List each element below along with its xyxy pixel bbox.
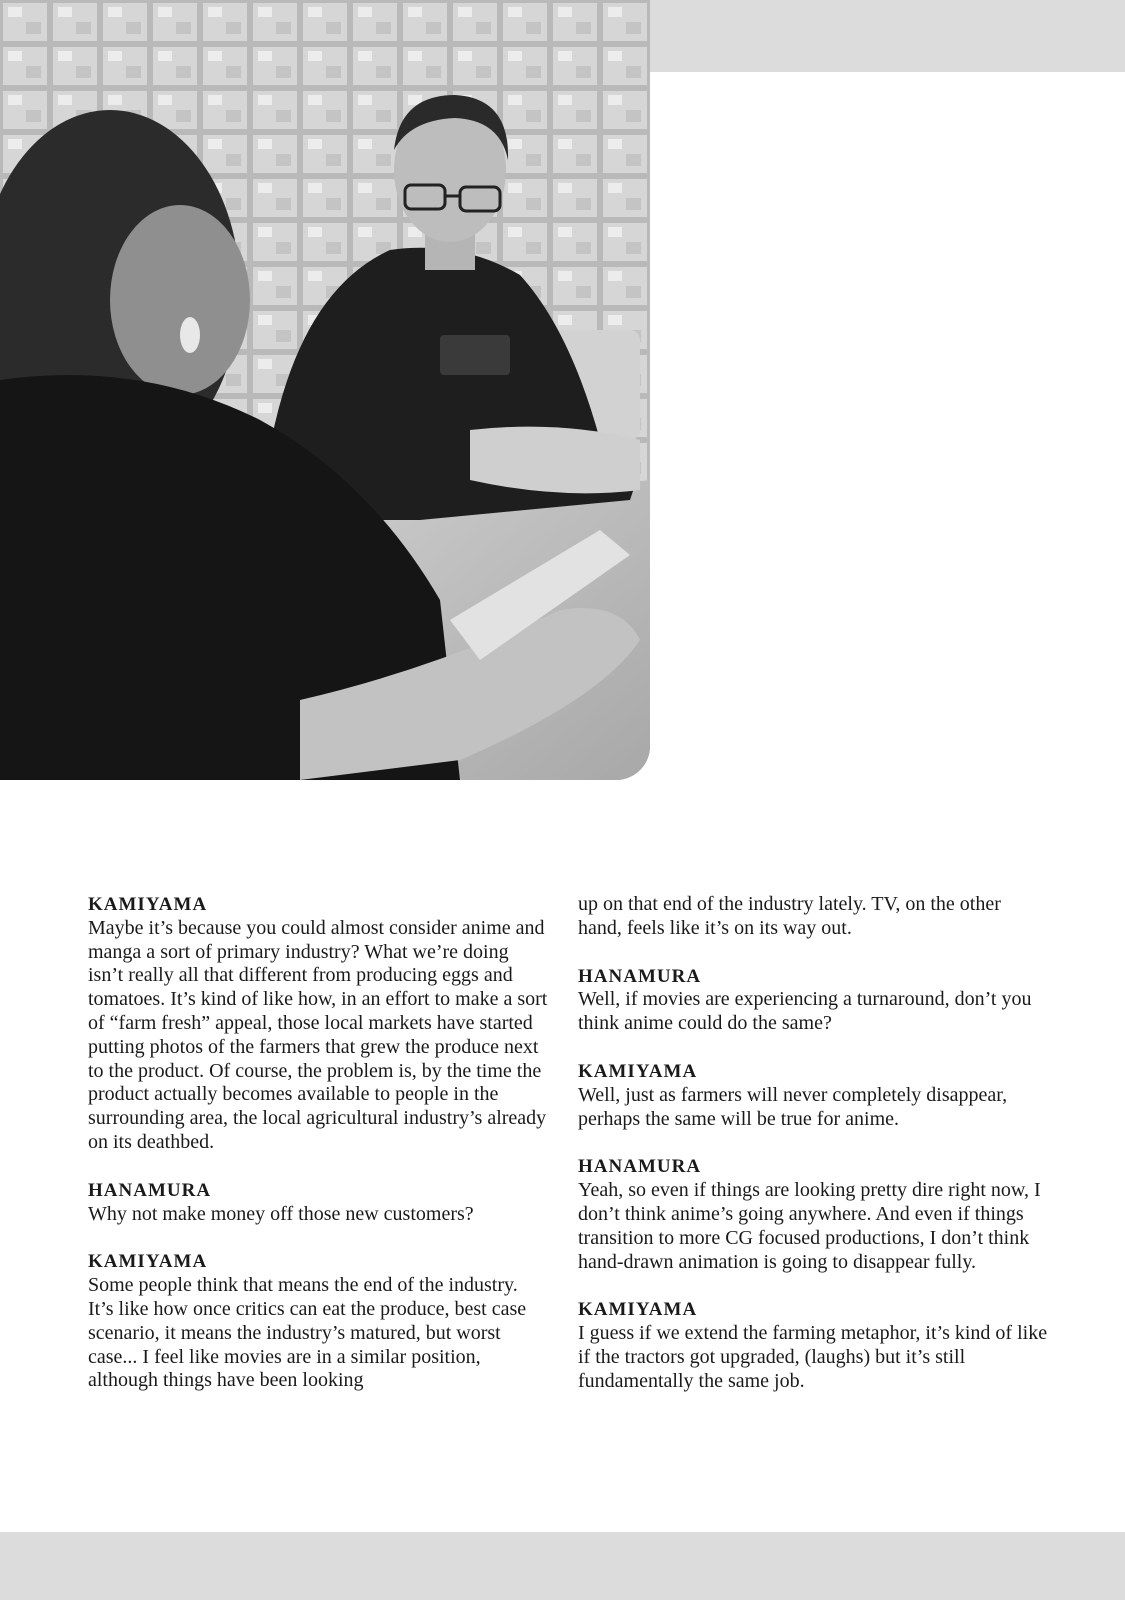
- dialogue-block: [578, 1060, 1048, 1131]
- speaker-name: KAMIYAMA: [578, 1299, 698, 1321]
- dialogue-block: [578, 1298, 1048, 1393]
- dialogue-block: [578, 965, 1048, 1036]
- speaker-name: KAMIYAMA: [88, 1251, 208, 1273]
- right-column: [578, 893, 1048, 1418]
- dialogue-text: Well, if movies are experiencing a turnaround, don’t you think anime could do the same?: [578, 988, 1032, 1035]
- dialogue-block: [578, 893, 1048, 941]
- dialogue-text: Some people think that means the end of the industry. It’s like how once critics can eat the produce, best case scenario, it means the industry’s matured, but worst case... I feel like movies are in a similar position, although things have been looking: [88, 1274, 527, 1392]
- dialogue-block: [578, 1155, 1048, 1274]
- speaker-name: HANAMURA: [88, 1179, 212, 1201]
- left-column: [88, 893, 548, 1417]
- speaker-name: KAMIYAMA: [578, 1060, 698, 1082]
- dialogue-block: [88, 1179, 548, 1227]
- dialogue-text: up on that end of the industry lately. TV, on the other hand, feels like it’s on its way out.: [578, 893, 1001, 939]
- dialogue-block: [88, 893, 548, 1155]
- dialogue-text: Why not make money off those new customers?: [88, 1202, 474, 1225]
- dialogue-text: I guess if we extend the farming metaphor, it’s kind of like if the tractors got upgraded, (laughs) but it’s still fundamentally the same job.: [578, 1322, 1048, 1392]
- dialogue-block: [88, 1250, 548, 1393]
- speaker-name: HANAMURA: [578, 1156, 702, 1178]
- speaker-name: HANAMURA: [578, 965, 702, 987]
- dialogue-text: Well, just as farmers will never completely disappear, perhaps the same will be true for anime.: [578, 1083, 1008, 1130]
- top-grey-band: [650, 0, 1125, 72]
- bottom-grey-band: [0, 1532, 1125, 1600]
- interview-photo: [0, 0, 650, 780]
- dialogue-text: Yeah, so even if things are looking pretty dire right now, I don’t think anime’s going anywhere. And even if things transition to more CG focused productions, I don’t think hand-drawn animation is going to disappear fully.: [578, 1179, 1041, 1273]
- photo-illustration: [0, 0, 650, 780]
- speaker-name: KAMIYAMA: [88, 894, 208, 915]
- dialogue-text: Maybe it’s because you could almost consider anime and manga a sort of primary industry? What we’re doing isn’t really all that different from producing eggs and tomatoes. It’s kind of like how, in an effort to make a sort of “farm fresh” appeal, those local markets have started putting photos of the farmers that grew the produce next to the product. Of course, the problem is, by the time the product actually becomes available to people in the surrounding area, the local agricultural industry’s already on its deathbed.: [88, 916, 548, 1153]
